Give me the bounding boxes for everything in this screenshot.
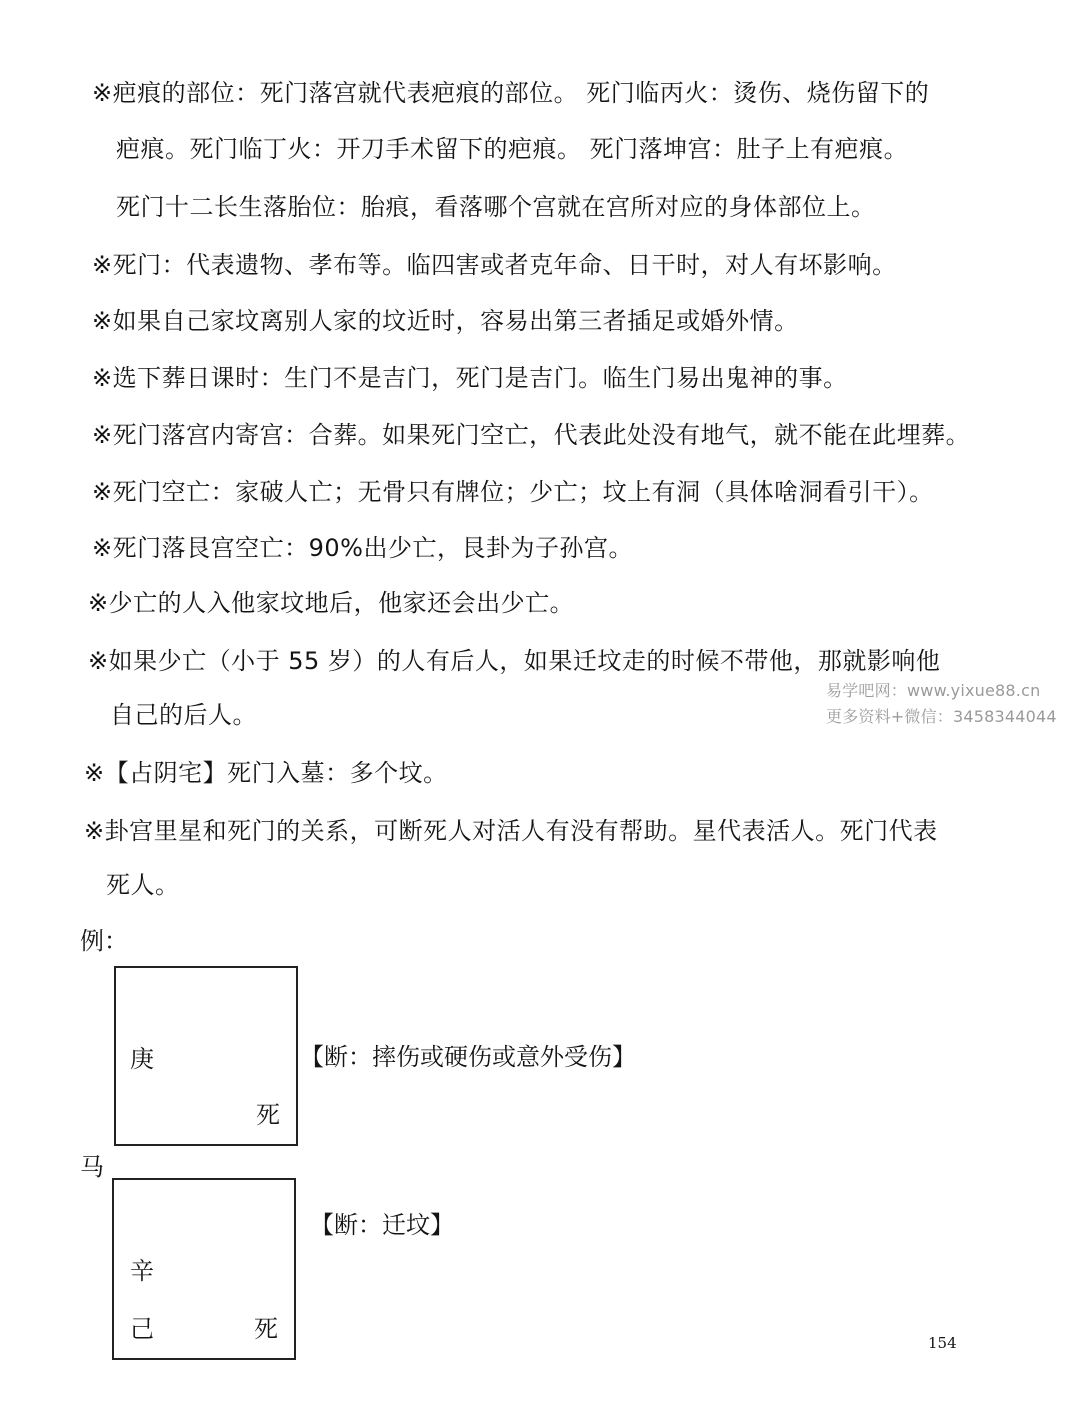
- text-line-3: 死门十二长生落胎位：胎痕，看落哪个宫就在宫所对应的身体部位上。: [116, 193, 876, 221]
- palace-box-2: [112, 1178, 296, 1360]
- example-2-label: 马: [80, 1153, 104, 1181]
- text-line-4: ※死门：代表遗物、孝布等。临四害或者克年命、日干时，对人有坏影响。: [92, 251, 897, 279]
- text-line-2: 疤痕。死门临丁火：开刀手术留下的疤痕。 死门落坤宫：肚子上有疤痕。: [116, 135, 909, 163]
- text-line-15: 死人。: [106, 871, 180, 899]
- text-line-1: ※疤痕的部位：死门落宫就代表疤痕的部位。 死门临丙火：烫伤、烧伤留下的: [92, 79, 930, 107]
- door-label: 死: [256, 1101, 280, 1129]
- text-line-8: ※死门空亡：家破人亡；无骨只有牌位；少亡；坟上有洞（具体啥洞看引干）。: [92, 478, 934, 506]
- door-label: 死: [254, 1315, 278, 1343]
- text-line-12: 自己的后人。: [110, 701, 257, 729]
- text-line-11: ※如果少亡（小于 55 岁）的人有后人，如果迁坟走的时候不带他，那就影响他: [88, 647, 941, 675]
- heavenly-stem-bottom: 己: [130, 1315, 154, 1343]
- text-line-10: ※少亡的人入他家坟地后，他家还会出少亡。: [88, 589, 575, 617]
- text-line-13: ※【占阴宅】死门入墓：多个坟。: [84, 759, 448, 787]
- text-line-6: ※选下葬日课时：生门不是吉门，死门是吉门。临生门易出鬼神的事。: [92, 364, 848, 392]
- heavenly-stem: 庚: [130, 1045, 154, 1073]
- verdict-1: 【断：摔伤或硬伤或意外受伤】: [300, 1043, 636, 1071]
- page-number: 154: [928, 1334, 957, 1352]
- text-line-9: ※死门落艮宫空亡：90%出少亡，艮卦为子孙宫。: [92, 534, 633, 562]
- text-line-5: ※如果自己家坟离别人家的坟近时，容易出第三者插足或婚外情。: [92, 307, 799, 335]
- palace-box-1: [114, 966, 298, 1146]
- text-line-14: ※卦宫里星和死门的关系，可断死人对活人有没有帮助。星代表活人。死门代表: [84, 817, 938, 845]
- example-label: 例：: [80, 927, 128, 955]
- heavenly-stem-top: 辛: [130, 1257, 154, 1285]
- verdict-2: 【断：迁坟】: [310, 1211, 454, 1239]
- watermark-line-2: 更多资料+微信：3458344044: [826, 707, 1057, 726]
- watermark-line-1: 易学吧网：www.yixue88.cn: [826, 681, 1041, 700]
- text-line-7: ※死门落宫内寄宫：合葬。如果死门空亡，代表此处没有地气，就不能在此埋葬。: [92, 421, 971, 449]
